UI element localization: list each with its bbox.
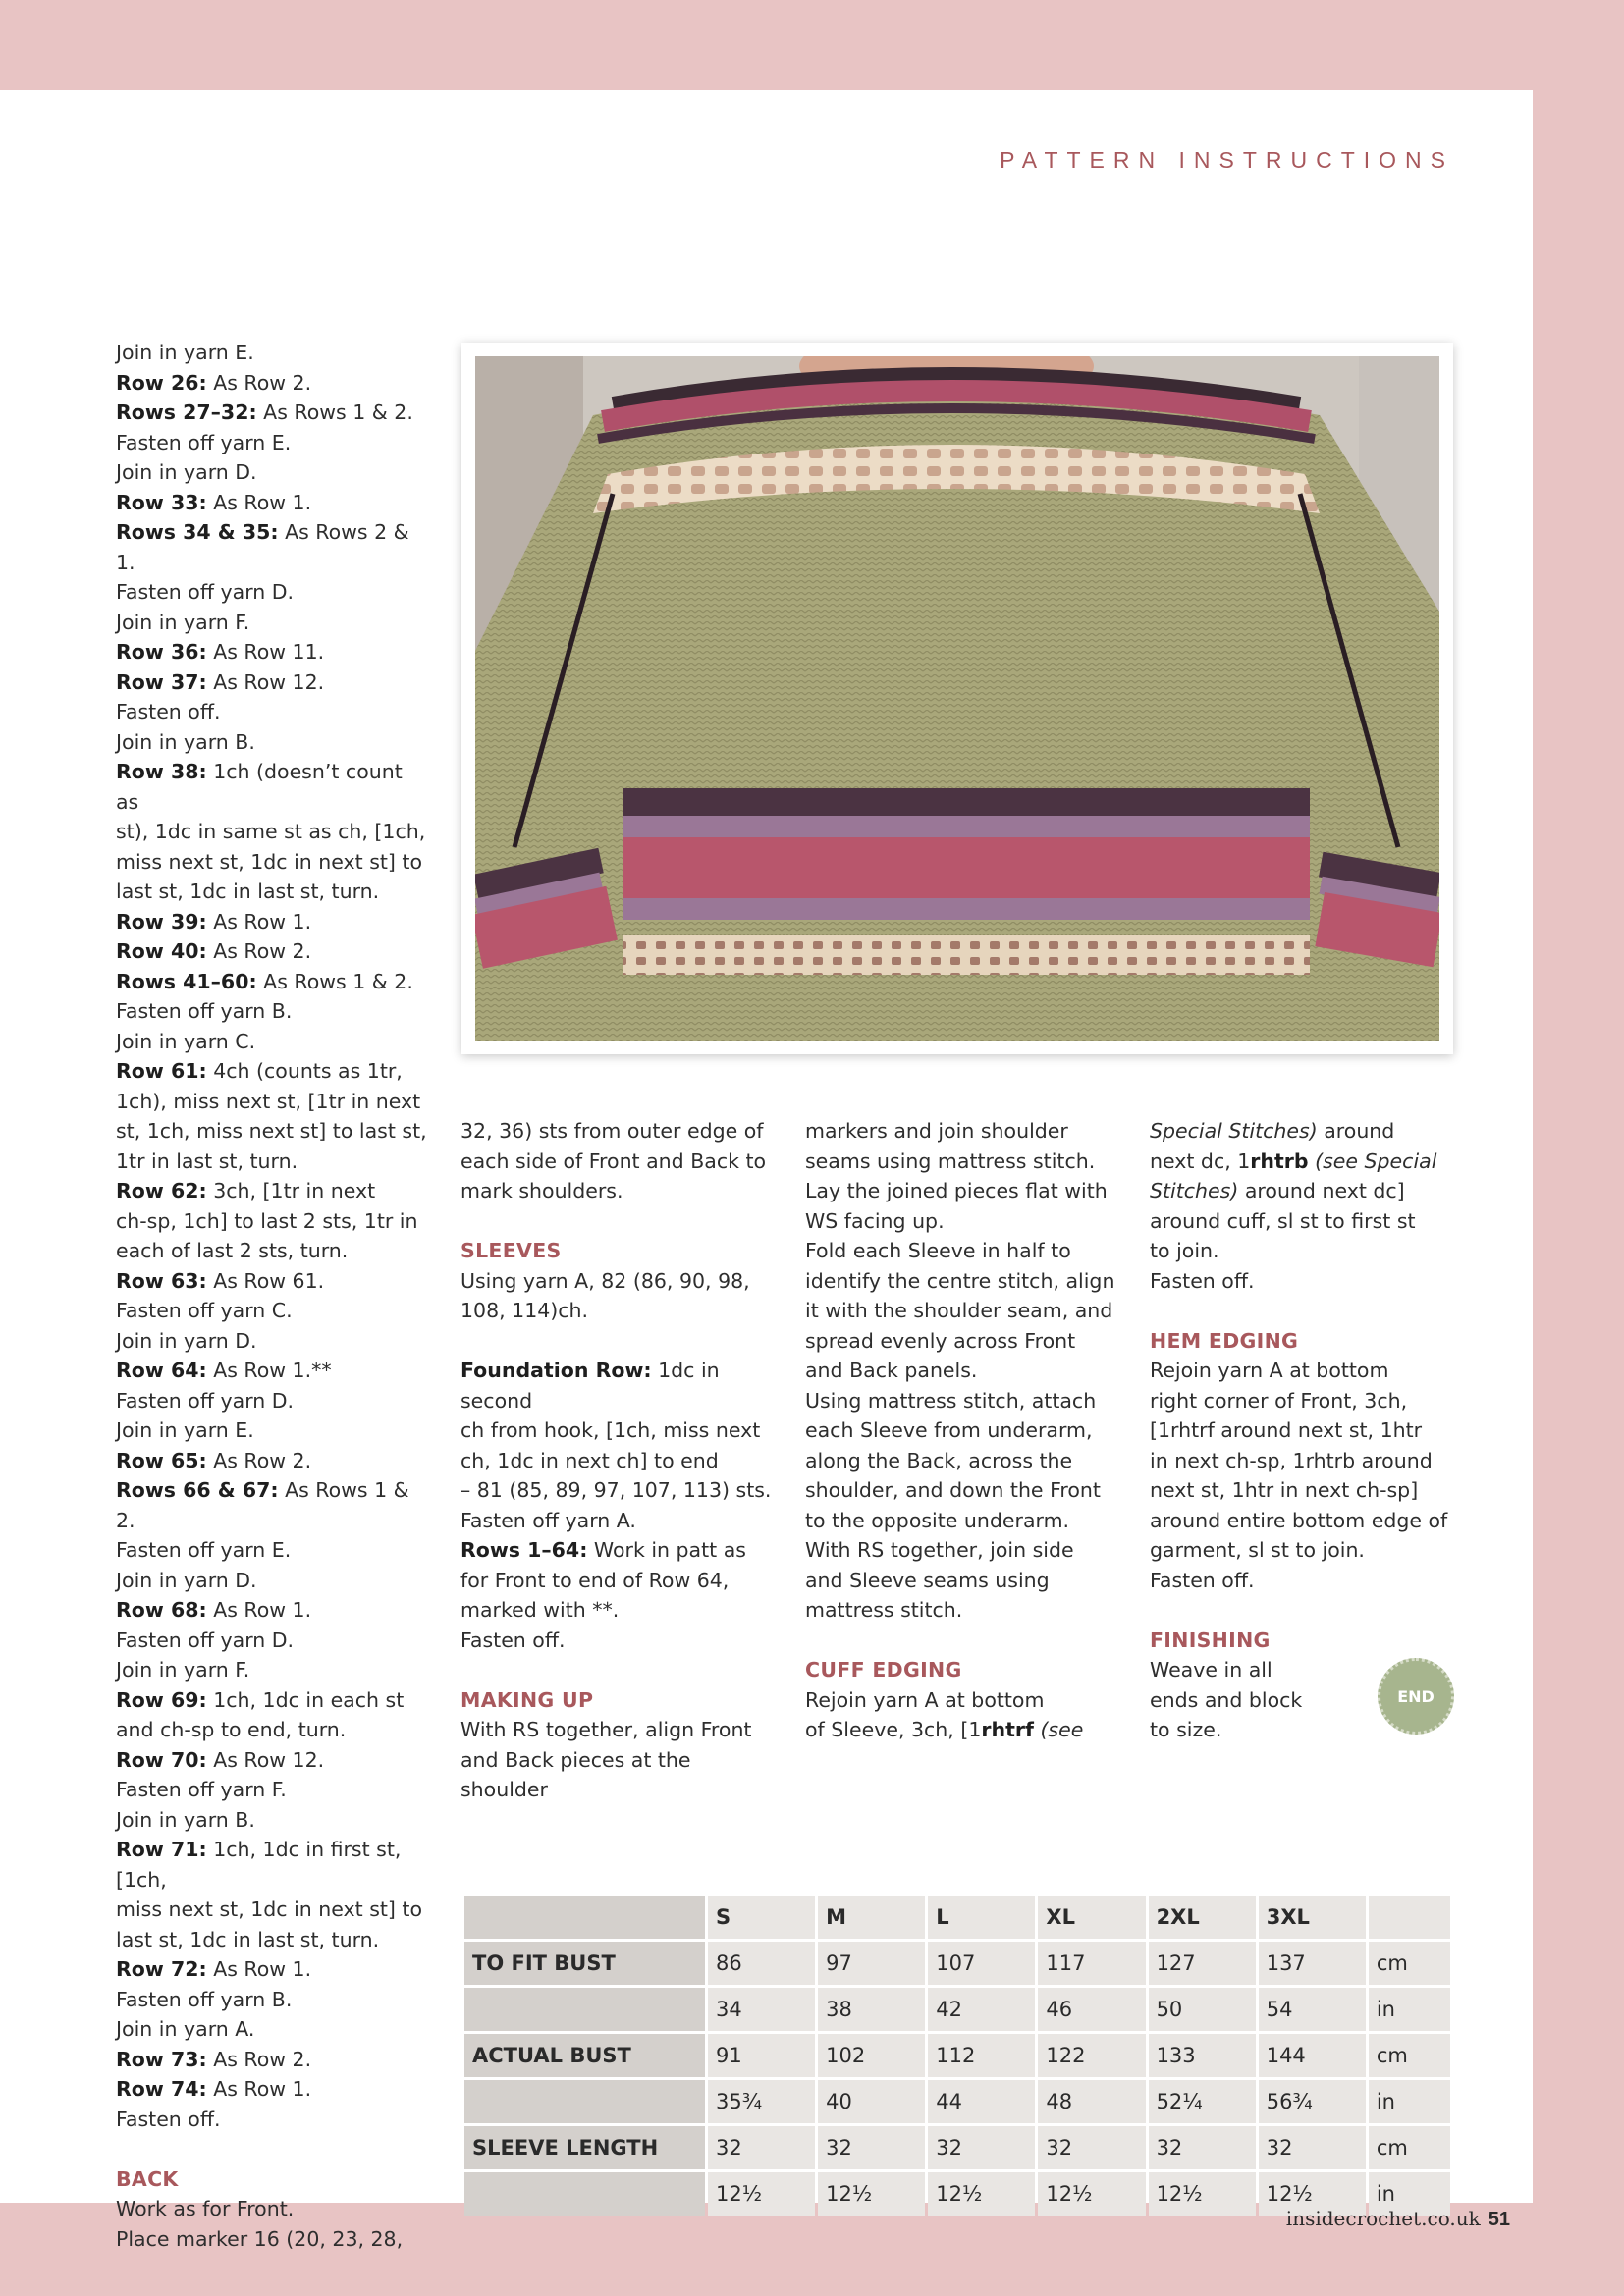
table-cell: M [818, 1896, 925, 1939]
table-cell: 133 [1149, 2034, 1256, 2077]
cuff-note: (see [1033, 1718, 1084, 1741]
table-cell: 48 [1038, 2080, 1145, 2123]
instruction-line [116, 1027, 430, 1057]
instruction-line [116, 608, 430, 638]
instruction-line [116, 368, 430, 399]
row-text: As Row 1. [206, 1957, 312, 1981]
instruction-line [116, 1566, 430, 1596]
cuff-edging-heading: CUFF EDGING [805, 1658, 962, 1682]
foundation-label: Foundation Row: [460, 1359, 652, 1382]
row-label: Row 26: [116, 370, 207, 395]
table-cell: cm [1369, 2034, 1450, 2077]
table-cell: 91 [708, 2034, 815, 2077]
hem-edging-heading: HEM EDGING [1150, 1328, 1299, 1353]
instruction-line [116, 398, 430, 428]
photo-frame [461, 343, 1453, 1054]
row-text: As Row 1.** [206, 1359, 332, 1382]
row-label: Row 38: [116, 760, 207, 783]
cuff-edging-continued [1150, 1116, 1466, 1296]
row-text: Join in yarn E. [116, 1418, 254, 1442]
row-text: As Row 61. [206, 1268, 325, 1293]
instruction-line [116, 1535, 430, 1566]
row-text: Fasten off. [116, 700, 221, 723]
foundation-row [460, 1356, 777, 1535]
table-cell: 12½ [1149, 2172, 1256, 2216]
row-label: Row 68: [116, 1598, 207, 1622]
table-cell: 34 [708, 1988, 815, 2031]
row-text: As Row 2. [206, 939, 312, 963]
row-text: Join in yarn B. [116, 729, 255, 754]
instruction-line [116, 1775, 430, 1805]
instruction-line [116, 488, 430, 518]
row-text: Join in yarn B. [116, 1807, 255, 1832]
cuff-text: Rejoin yarn A at bottom of Sleeve, 3ch, [1 [805, 1687, 1045, 1741]
making-up-heading: MAKING UP [460, 1687, 594, 1712]
instruction-line [116, 1446, 430, 1476]
table-cell: 42 [928, 1988, 1035, 2031]
table-cell: 52¼ [1149, 2080, 1256, 2123]
table-cell: 12½ [928, 2172, 1035, 2216]
row-label: Row 61: [116, 1059, 207, 1083]
making-up-text: With RS together, align Front and Back pieces at the shoulder [460, 1718, 752, 1801]
row-label: Row 64: [116, 1359, 207, 1382]
table-cell: 117 [1038, 1942, 1145, 1985]
row-text: 3ch, [1tr in next ch-sp, 1ch] to last 2 sts, 1tr in each of last 2 sts, turn. [116, 1179, 418, 1262]
finishing-heading: FINISHING [1150, 1628, 1271, 1652]
table-cell: 107 [928, 1942, 1035, 1985]
making-up-continued: markers and join shoulder seams using mattress stitch. Lay the joined pieces flat with WS facing up. Fold each Sleeve in half to identify the centre stitch, align it with the shoulder seam, and spread evenly across Front and Back panels. Using mattress stitch, attach each Sleeve from underarm, along the Back, across the shoulder, and down the Front to the opposite underarm. With RS together, join side and Sleeve seams using mattress stitch. [805, 1119, 1115, 1622]
instruction-line [116, 667, 430, 698]
row-text: Fasten off yarn D. [116, 580, 295, 604]
hem-edging-text: Rejoin yarn A at bottom right corner of Front, 3ch, [1rhtrf around next st, 1htr in next ch-sp, 1rhtrb around next st, 1htr in next ch-sp] around entire bottom edge of garment, sl st to join. Fasten off. [1150, 1359, 1448, 1592]
cuff-edging-text [805, 1685, 1121, 1745]
row-text: 1ch, 1dc in each st and ch-sp to end, turn. [116, 1687, 405, 1741]
table-cell: 50 [1149, 1988, 1256, 2031]
table-cell: 44 [928, 2080, 1035, 2123]
table-cell: in [1369, 2080, 1450, 2123]
row-label: Row 39: [116, 909, 207, 934]
table-row [464, 2034, 1450, 2077]
instruction-line [116, 2014, 430, 2045]
row-text: As Row 2. [206, 1448, 312, 1472]
rows-label: Rows 1–64: [460, 1538, 588, 1562]
instruction-line [116, 697, 430, 727]
row-header-cell: SLEEVE LENGTH [464, 2126, 705, 2169]
row-header-cell: TO FIT BUST [464, 1942, 705, 1985]
row-text: Join in yarn A. [116, 2017, 255, 2041]
table-cell: 127 [1149, 1942, 1256, 1985]
running-head: PATTERN INSTRUCTIONS [1000, 147, 1454, 173]
finishing-text: Weave in all ends and block to size. [1150, 1658, 1303, 1741]
table-row [464, 1988, 1450, 2031]
table-cell: XL [1038, 1896, 1145, 1939]
row-label: Row 70: [116, 1747, 207, 1772]
page-number: 51 [1488, 2209, 1510, 2230]
table-header-row [464, 1896, 1450, 1939]
instruction-line [116, 2105, 430, 2135]
instruction-line [116, 1745, 430, 1776]
table-cell: L [928, 1896, 1035, 1939]
instruction-line [116, 1176, 430, 1266]
table-cell: 137 [1259, 1942, 1366, 1985]
column-4 [1150, 1116, 1466, 1745]
row-text: Fasten off yarn E. [116, 1538, 292, 1562]
instruction-line [116, 1266, 430, 1297]
row-text: As Row 2. [206, 370, 312, 395]
instruction-line [116, 1626, 430, 1656]
table-cell: in [1369, 2172, 1450, 2216]
table-cell: 40 [818, 2080, 925, 2123]
row-text: As Row 2. [206, 2047, 312, 2071]
row-text: As Row 11. [206, 640, 325, 664]
table-cell: 112 [928, 2034, 1035, 2077]
instruction-line [116, 1326, 430, 1357]
table-cell: in [1369, 1988, 1450, 2031]
instruction-line [116, 907, 430, 937]
row-text: As Row 1. [206, 490, 312, 514]
row-label: Rows 66 & 67: [116, 1478, 279, 1502]
row-text: Join in yarn D. [116, 460, 257, 484]
special-stitches-ref-2: (see Special Stitches) [1150, 1148, 1437, 1202]
column-3 [805, 1116, 1121, 1745]
instruction-line [116, 1835, 430, 1954]
row-text: Join in yarn F. [116, 1658, 250, 1682]
instruction-line [116, 517, 430, 577]
row-text: Fasten off yarn B. [116, 999, 293, 1023]
table-row [464, 2126, 1450, 2169]
col2-intro: 32, 36) sts from outer edge of each side of Front and Back to mark shoulders. [460, 1119, 767, 1202]
row-label: Row 40: [116, 939, 207, 963]
row-text: Fasten off yarn C. [116, 1299, 293, 1322]
instruction-line [116, 936, 430, 967]
table-cell: 12½ [1038, 2172, 1145, 2216]
page-footer [1286, 2207, 1510, 2231]
size-table [461, 1893, 1453, 2218]
row-header-cell [464, 2172, 705, 2216]
sweater-photo [475, 356, 1439, 1041]
cuff-cont-text-2: around next dc] around cuff, sl st to first st to join. Fasten off. [1150, 1179, 1416, 1293]
row-text: Join in yarn F. [116, 610, 250, 634]
instruction-line [116, 1655, 430, 1685]
instruction-line [116, 637, 430, 667]
instruction-line [116, 1954, 430, 1985]
row-label: Row 69: [116, 1687, 207, 1712]
table-cell: 32 [1038, 2126, 1145, 2169]
row-label: Row 33: [116, 490, 207, 514]
table-cell: 12½ [1259, 2172, 1366, 2216]
table-cell: 97 [818, 1942, 925, 1985]
instruction-line [116, 1415, 430, 1446]
row-text: Fasten off yarn D. [116, 1628, 295, 1652]
row-text: Fasten off yarn B. [116, 1987, 293, 2011]
table-cell: 12½ [818, 2172, 925, 2216]
row-text: Fasten off yarn E. [116, 430, 292, 454]
table-cell: 32 [928, 2126, 1035, 2169]
column-1 [116, 338, 430, 2254]
table-cell: 32 [818, 2126, 925, 2169]
row-text: As Row 1. [206, 2077, 312, 2101]
instruction-line [116, 1685, 430, 1745]
back-heading: BACK [116, 2166, 179, 2191]
table-row [464, 2080, 1450, 2123]
row-text: As Row 1. [206, 1598, 312, 1622]
table-cell: 38 [818, 1988, 925, 2031]
table-cell: 12½ [708, 2172, 815, 2216]
table-cell: 3XL [1259, 1896, 1366, 1939]
row-text: As Row 12. [206, 1747, 325, 1772]
back-text: Work as for Front. Place marker 16 (20, 23, 28, [116, 2197, 404, 2251]
table-cell: 32 [1149, 2126, 1256, 2169]
table-cell: 102 [818, 2034, 925, 2077]
instruction-line [116, 727, 430, 758]
instruction-line [116, 2074, 430, 2105]
row-text: As Row 1. [206, 909, 312, 934]
instruction-line [116, 1475, 430, 1535]
table-cell: 122 [1038, 2034, 1145, 2077]
row-text: As Rows 1 & 2. [256, 969, 413, 993]
instruction-line [116, 996, 430, 1027]
row-text: Fasten off yarn D. [116, 1388, 295, 1413]
end-badge: END [1378, 1658, 1454, 1735]
row-text: Join in yarn D. [116, 1328, 257, 1353]
instruction-line [116, 1296, 430, 1326]
table-cell: 56¾ [1259, 2080, 1366, 2123]
row-text: Join in yarn E. [116, 341, 254, 364]
instruction-line [116, 1356, 430, 1386]
instruction-line [116, 967, 430, 997]
row-label: Rows 41–60: [116, 969, 257, 993]
row-label: Row 63: [116, 1268, 207, 1293]
row-header-cell [464, 1988, 705, 2031]
rows-text: Work in patt as for Front to end of Row 64, marked with **. Fasten off. [460, 1538, 746, 1652]
table-cell: 2XL [1149, 1896, 1256, 1939]
table-cell: 144 [1259, 2034, 1366, 2077]
table-row [464, 1942, 1450, 1985]
table-cell: cm [1369, 1942, 1450, 1985]
instruction-line [116, 757, 430, 907]
instruction-line [116, 1595, 430, 1626]
instruction-line [116, 338, 430, 368]
row-label: Row 71: [116, 1838, 207, 1861]
row-text: Join in yarn D. [116, 1568, 257, 1592]
row-text: Join in yarn C. [116, 1029, 256, 1053]
instruction-line [116, 2045, 430, 2075]
table-cell: 32 [1259, 2126, 1366, 2169]
table-cell: S [708, 1896, 815, 1939]
cuff-cont-text-1: around next dc, 1 [1150, 1119, 1395, 1173]
table-cell: 35¾ [708, 2080, 815, 2123]
row-header-cell: ACTUAL BUST [464, 2034, 705, 2077]
row-text: Fasten off. [116, 2107, 221, 2131]
row-header-cell [464, 2080, 705, 2123]
row-text: As Rows 1 & 2. [256, 400, 413, 424]
row-text: 1ch, 1dc in first st, [1ch, miss next st, 1dc in next st] to last st, 1dc in last st, turn. [116, 1838, 423, 1951]
instruction-line [116, 1985, 430, 2015]
table-cell: cm [1369, 2126, 1450, 2169]
column-2 [460, 1116, 777, 1805]
instruction-line [116, 1386, 430, 1416]
row-label: Rows 27–32: [116, 400, 257, 424]
table-cell: 46 [1038, 1988, 1145, 2031]
instruction-line [116, 457, 430, 488]
row-label: Row 65: [116, 1448, 207, 1472]
row-header-cell [464, 1896, 705, 1939]
row-text: As Rows 1 & 2. [116, 1478, 409, 1532]
row-label: Row 36: [116, 640, 207, 664]
row-label: Rows 34 & 35: [116, 520, 279, 544]
row-label: Row 72: [116, 1957, 207, 1981]
row-label: Row 73: [116, 2047, 207, 2071]
row-text: Fasten off yarn F. [116, 1778, 287, 1801]
table-cell: 86 [708, 1942, 815, 1985]
row-label: Row 62: [116, 1179, 207, 1202]
row-label: Row 74: [116, 2077, 207, 2101]
rows-1-64 [460, 1535, 777, 1655]
special-stitches-ref-1: Special Stitches) [1150, 1119, 1318, 1143]
table-cell: 54 [1259, 1988, 1366, 2031]
foundation-text: 1dc in second ch from hook, [1ch, miss next ch, 1dc in next ch] to end – 81 (85, 89, 97, 107, 113) sts. Fasten off yarn A. [460, 1359, 772, 1532]
sleeves-heading: SLEEVES [460, 1239, 562, 1262]
row-label: Row 37: [116, 669, 207, 694]
sleeves-text: Using yarn A, 82 (86, 90, 98, 108, 114)ch. [460, 1268, 750, 1322]
row-text: 4ch (counts as 1tr, 1ch), miss next st, [1tr in next st, 1ch, miss next st] to last st, 1tr in last st, turn. [116, 1059, 427, 1173]
instruction-line [116, 1056, 430, 1176]
footer-site: insidecrochet.co.uk [1285, 2207, 1481, 2230]
row-text: As Rows 2 & 1. [116, 520, 409, 574]
table-cell: 32 [708, 2126, 815, 2169]
row-text: As Row 12. [206, 669, 325, 694]
instruction-line [116, 1805, 430, 1836]
table-cell [1369, 1896, 1450, 1939]
instruction-line [116, 577, 430, 608]
cuff-stitch: rhtrf [981, 1718, 1034, 1741]
row-text: 1ch (doesn’t count as st), 1dc in same st as ch, [1ch, miss next st, 1dc in next st] to last st, 1dc in last st, turn. [116, 760, 426, 903]
cuff-stitch-rhtrb: rhtrb [1250, 1148, 1309, 1173]
instruction-line [116, 428, 430, 458]
